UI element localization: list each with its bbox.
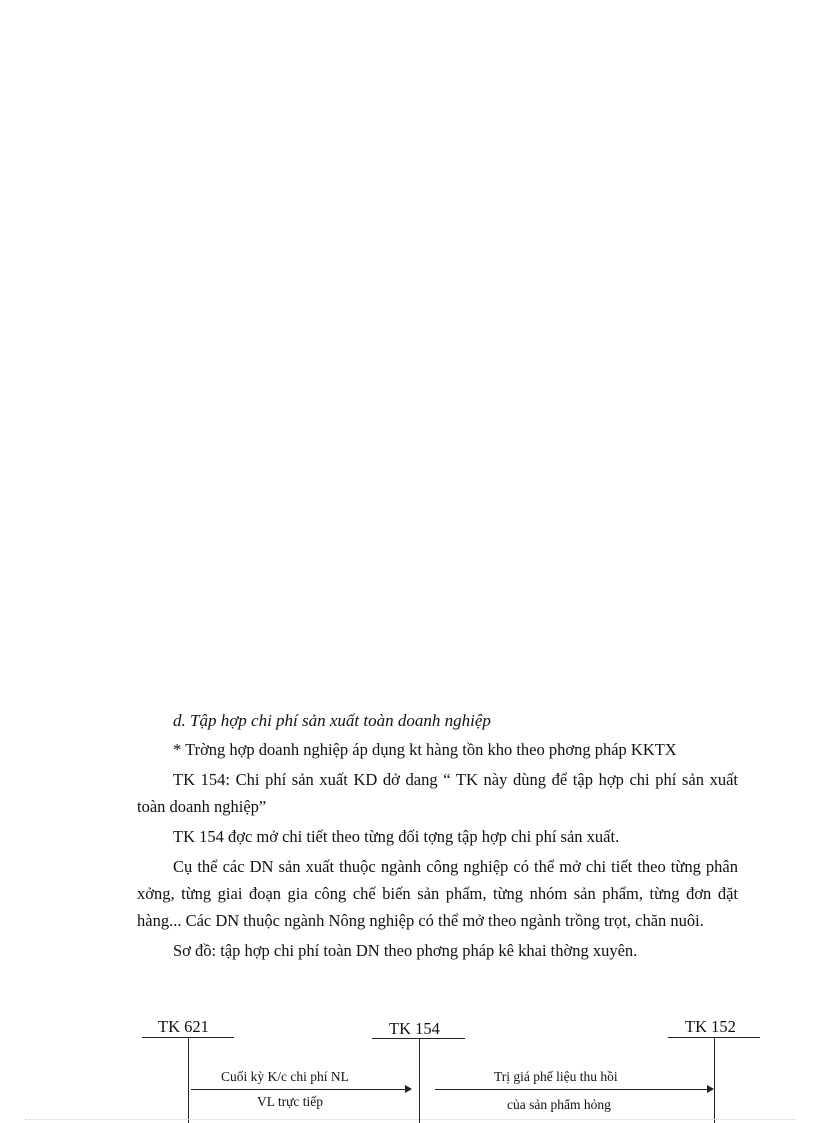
flow-label-tk154-line1: Trị giá phế liệu thu hồi — [494, 1069, 618, 1084]
account-line-tk154 — [372, 1038, 465, 1039]
paragraph-diagram-caption: Sơ đồ: tập hợp chi phí toàn DN theo phơng pháp kê khai thờng xuyên. — [173, 941, 638, 960]
account-line-tk152 — [668, 1037, 760, 1038]
flow-label-tk154-line2: của sản phẩm hỏng — [507, 1097, 611, 1112]
paragraph-tk154-definition: TK 154: Chi phí sản xuất KD dở dang “ TK này dùng để tập hợp chi phí sản xuất toàn doanh nghiệp” — [137, 770, 738, 816]
paragraph-kktx: * Trờng hợp doanh nghiệp áp dụng kt hàng tồn kho theo phơng pháp KKTX — [173, 740, 677, 759]
paragraph-industry-detail: Cụ thể các DN sản xuất thuộc ngành công nghiệp có thể mở chi tiết theo từng phân xởng, từng giai đoạn gia công chế biến sản phẩm, từng nhóm sản phẩm, từng đơn đặt hàng... Các DN thuộc ngành Nông nghiệp có thể mở theo ngành trồng trọt, chăn nuôi. — [137, 857, 738, 930]
arrowhead-tk152 — [707, 1085, 714, 1093]
arrowhead-tk154 — [405, 1085, 412, 1093]
page-footer-rule — [25, 1119, 795, 1120]
account-label-tk152: TK 152 — [685, 1017, 736, 1036]
flow-label-tk621-line2: VL trực tiếp — [257, 1094, 324, 1109]
section-heading: d. Tập hợp chi phí sản xuất toàn doanh nghiệp — [173, 711, 491, 730]
document-body — [137, 708, 738, 964]
account-label-tk154: TK 154 — [389, 1019, 440, 1038]
account-vline-tk621 — [188, 1037, 189, 1123]
paragraph-tk154-detail: TK 154 đợc mở chi tiết theo từng đối tợng tập hợp chi phí sản xuất. — [173, 827, 620, 846]
flow-arrow-tk621-to-tk154 — [191, 1089, 405, 1090]
flow-arrow-tk154-to-tk152 — [435, 1089, 707, 1090]
account-vline-tk152 — [714, 1037, 715, 1123]
flow-label-tk621-line1: Cuối kỳ K/c chi phí NL — [221, 1069, 349, 1084]
account-vline-tk154 — [419, 1038, 420, 1123]
account-label-tk621: TK 621 — [158, 1017, 209, 1036]
account-line-tk621 — [142, 1037, 234, 1038]
